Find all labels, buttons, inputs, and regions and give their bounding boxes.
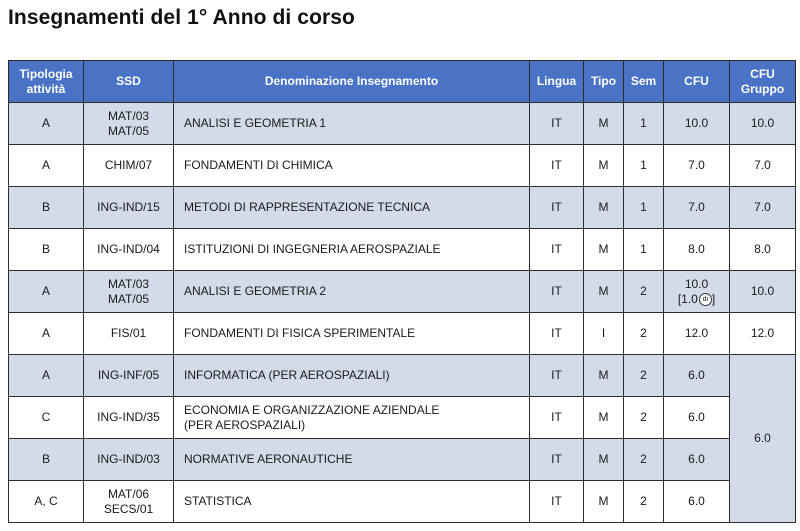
table-row xyxy=(9,103,796,145)
cell-cfu-gruppo: 12.0 xyxy=(730,313,796,355)
cell-tipologia: A xyxy=(9,103,84,145)
cell-cfu: 6.0 xyxy=(664,481,730,523)
cell-ssd: MAT/03 MAT/05 xyxy=(84,103,174,145)
cell-tipo: M xyxy=(584,397,624,439)
col-header-lingua: Lingua xyxy=(530,61,584,103)
cell-tipo: M xyxy=(584,355,624,397)
cell-cfu: 7.0 xyxy=(664,145,730,187)
cell-tipo: M xyxy=(584,439,624,481)
cell-ssd: MAT/06 SECS/01 xyxy=(84,481,174,523)
cell-cfu: 7.0 xyxy=(664,187,730,229)
cell-denominazione: ECONOMIA E ORGANIZZAZIONE AZIENDALE (PER AEROSPAZIALI) xyxy=(174,397,530,439)
cell-ssd: ING-IND/15 xyxy=(84,187,174,229)
cell-cfu: 6.0 xyxy=(664,355,730,397)
info-badge-icon: di xyxy=(699,293,712,306)
col-header-tipo: Tipo xyxy=(584,61,624,103)
table-row xyxy=(9,229,796,271)
cell-sem: 1 xyxy=(624,187,664,229)
cell-tipo: M xyxy=(584,187,624,229)
cell-sem: 2 xyxy=(624,481,664,523)
cell-sem: 2 xyxy=(624,313,664,355)
col-header-sem: Sem xyxy=(624,61,664,103)
cell-tipologia: B xyxy=(9,439,84,481)
cell-cfu: 6.0 xyxy=(664,439,730,481)
cell-cfu: 10.0 [1.0 di ] xyxy=(664,271,730,313)
table-row xyxy=(9,397,796,439)
col-header-tipologia: Tipologia attività xyxy=(9,61,84,103)
cell-ssd: FIS/01 xyxy=(84,313,174,355)
table-row xyxy=(9,355,796,397)
cell-ssd: ING-IND/03 xyxy=(84,439,174,481)
cell-denominazione: METODI DI RAPPRESENTAZIONE TECNICA xyxy=(174,187,530,229)
cell-sem: 2 xyxy=(624,355,664,397)
cell-sem: 1 xyxy=(624,103,664,145)
cell-ssd: MAT/03 MAT/05 xyxy=(84,271,174,313)
cell-lingua: IT xyxy=(530,439,584,481)
cell-cfu-gruppo-merged: 6.0 xyxy=(730,355,796,523)
col-header-ssd: SSD xyxy=(84,61,174,103)
table-row xyxy=(9,481,796,523)
table-row xyxy=(9,145,796,187)
cell-ssd: CHIM/07 xyxy=(84,145,174,187)
cell-denominazione: STATISTICA xyxy=(174,481,530,523)
cell-cfu: 10.0 xyxy=(664,103,730,145)
cell-lingua: IT xyxy=(530,355,584,397)
cell-tipologia: A xyxy=(9,355,84,397)
cell-denominazione: FONDAMENTI DI FISICA SPERIMENTALE xyxy=(174,313,530,355)
cell-sem: 2 xyxy=(624,271,664,313)
cell-tipologia: A xyxy=(9,313,84,355)
table-body xyxy=(9,103,796,523)
table-row xyxy=(9,271,796,313)
cell-cfu-gruppo: 10.0 xyxy=(730,103,796,145)
cell-tipologia: A, C xyxy=(9,481,84,523)
col-header-cfu-gruppo: CFU Gruppo xyxy=(730,61,796,103)
cell-denominazione: ANALISI E GEOMETRIA 2 xyxy=(174,271,530,313)
cell-tipo: I xyxy=(584,313,624,355)
cell-lingua: IT xyxy=(530,229,584,271)
cell-denominazione: ANALISI E GEOMETRIA 1 xyxy=(174,103,530,145)
table-row xyxy=(9,439,796,481)
cell-lingua: IT xyxy=(530,481,584,523)
cell-cfu: 8.0 xyxy=(664,229,730,271)
cell-denominazione: NORMATIVE AERONAUTICHE xyxy=(174,439,530,481)
cell-cfu-gruppo: 7.0 xyxy=(730,145,796,187)
cell-lingua: IT xyxy=(530,397,584,439)
courses-table xyxy=(8,60,796,523)
cell-lingua: IT xyxy=(530,187,584,229)
cell-sem: 1 xyxy=(624,229,664,271)
cell-ssd: ING-INF/05 xyxy=(84,355,174,397)
page-title: Insegnamenti del 1° Anno di corso xyxy=(8,6,355,29)
cell-cfu: 12.0 xyxy=(664,313,730,355)
cell-tipo: M xyxy=(584,271,624,313)
cell-denominazione: FONDAMENTI DI CHIMICA xyxy=(174,145,530,187)
cell-tipologia: B xyxy=(9,187,84,229)
cell-tipologia: C xyxy=(9,397,84,439)
cell-denominazione: INFORMATICA (PER AEROSPAZIALI) xyxy=(174,355,530,397)
cell-ssd: ING-IND/35 xyxy=(84,397,174,439)
cell-cfu-gruppo: 8.0 xyxy=(730,229,796,271)
cell-tipo: M xyxy=(584,145,624,187)
cell-cfu-gruppo: 10.0 xyxy=(730,271,796,313)
cell-tipo: M xyxy=(584,481,624,523)
cell-tipo: M xyxy=(584,103,624,145)
cell-lingua: IT xyxy=(530,271,584,313)
cell-ssd: ING-IND/04 xyxy=(84,229,174,271)
col-header-cfu: CFU xyxy=(664,61,730,103)
cell-tipo: M xyxy=(584,229,624,271)
cell-lingua: IT xyxy=(530,103,584,145)
cell-tipologia: B xyxy=(9,229,84,271)
table-row xyxy=(9,187,796,229)
cell-lingua: IT xyxy=(530,313,584,355)
cell-cfu-gruppo: 7.0 xyxy=(730,187,796,229)
col-header-denominazione: Denominazione Insegnamento xyxy=(174,61,530,103)
cell-tipologia: A xyxy=(9,271,84,313)
cell-sem: 1 xyxy=(624,145,664,187)
table-row xyxy=(9,313,796,355)
cell-sem: 2 xyxy=(624,439,664,481)
header-row xyxy=(9,61,796,103)
cell-tipologia: A xyxy=(9,145,84,187)
cell-cfu: 6.0 xyxy=(664,397,730,439)
cell-denominazione: ISTITUZIONI DI INGEGNERIA AEROSPAZIALE xyxy=(174,229,530,271)
cell-lingua: IT xyxy=(530,145,584,187)
cell-sem: 2 xyxy=(624,397,664,439)
